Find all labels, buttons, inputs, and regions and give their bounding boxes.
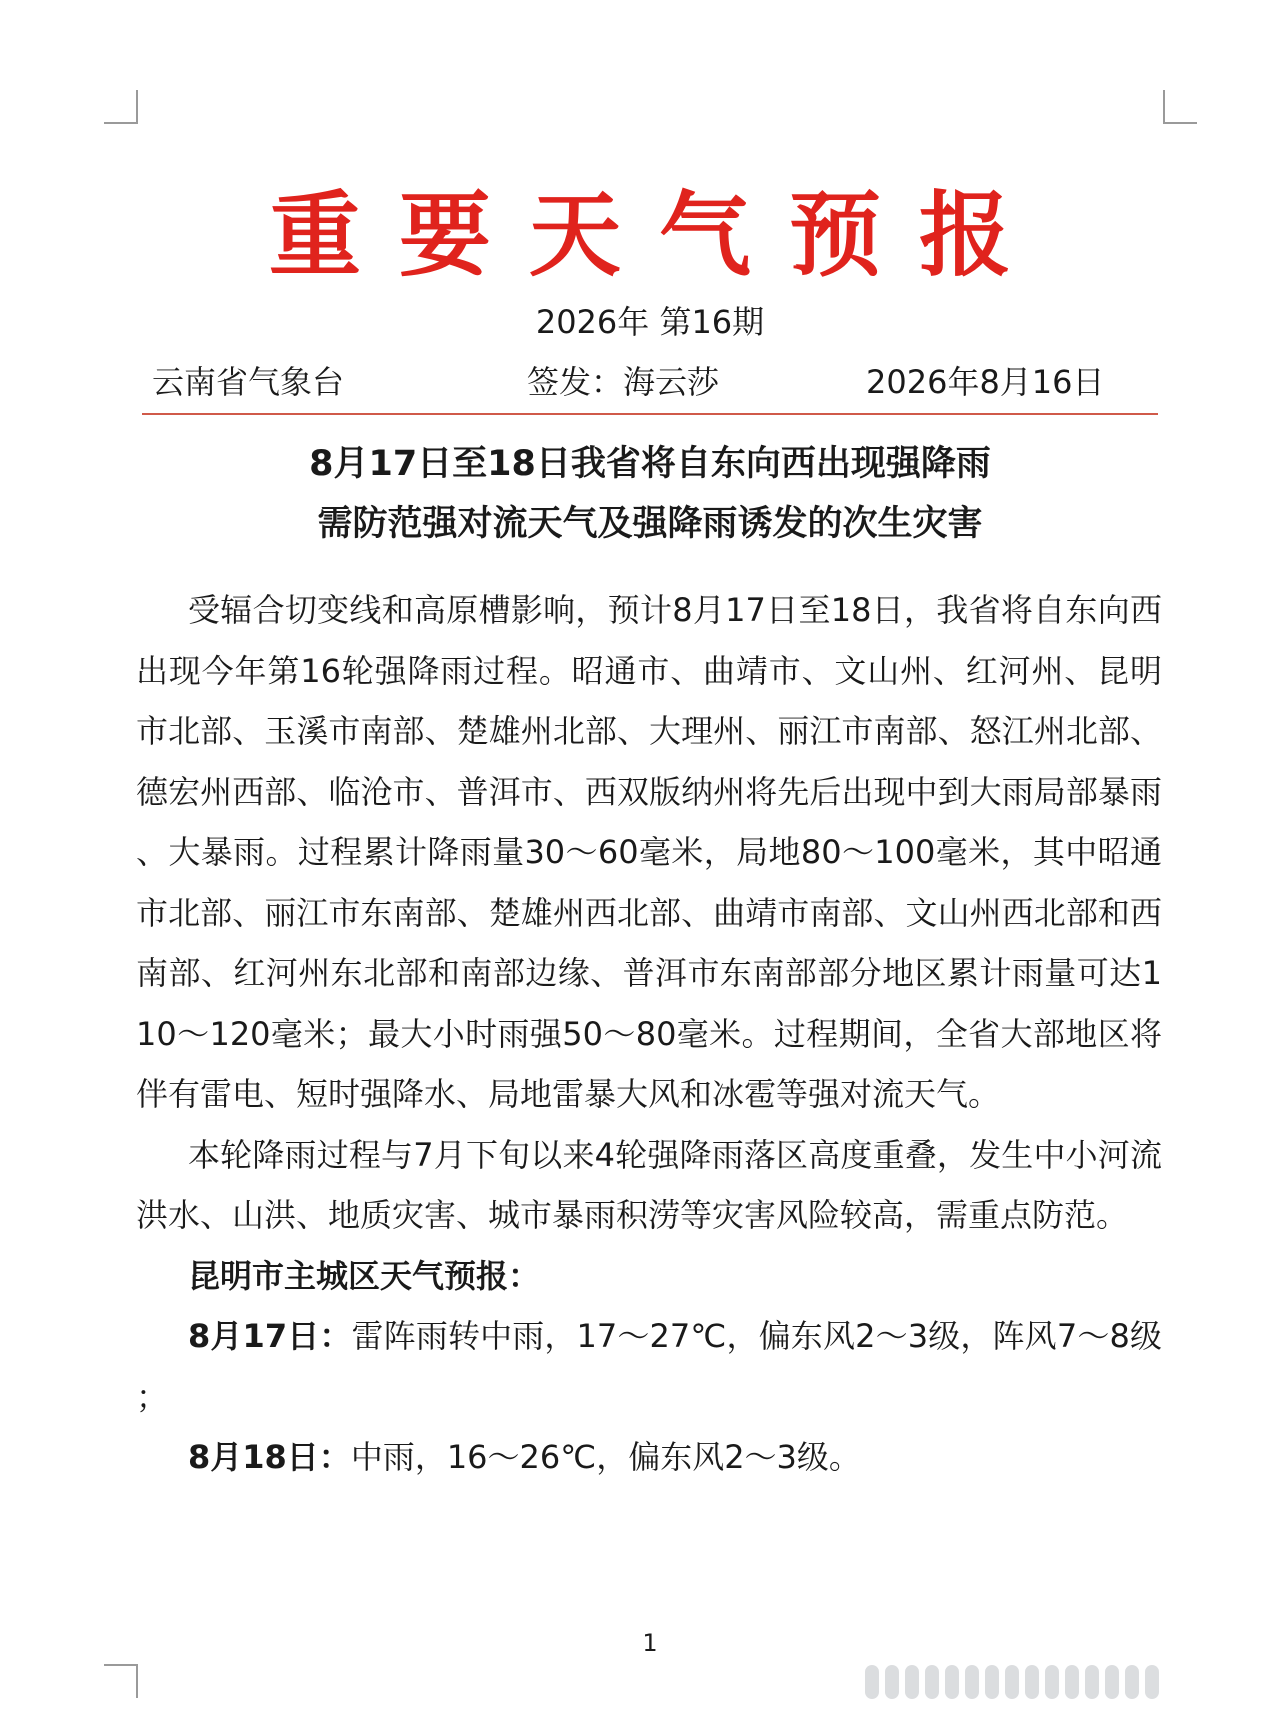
crop-mark-bottom-left bbox=[104, 1664, 138, 1698]
header-divider bbox=[142, 413, 1158, 415]
watermark bbox=[865, 1662, 1265, 1702]
forecast-date: 8月17日： bbox=[188, 1317, 352, 1355]
forecast-day bbox=[136, 1306, 1162, 1427]
crop-mark-top-right bbox=[1163, 90, 1197, 124]
issue-number: 2026年 第16期 bbox=[535, 303, 765, 341]
forecast-text: 雷阵雨转中雨，17～27℃，偏东风2～3级，阵风7～8级； bbox=[136, 1317, 1162, 1416]
page-number: 1 bbox=[642, 1629, 658, 1657]
crop-mark-top-left bbox=[104, 90, 138, 124]
signer-name: 海云莎 bbox=[623, 363, 720, 401]
headline-line-2: 需防范强对流天气及强降雨诱发的次生灾害 bbox=[317, 504, 983, 544]
issuing-org: 云南省气象台 bbox=[152, 363, 345, 401]
headline-line-1: 8月17日至18日我省将自东向西出现强降雨 bbox=[309, 444, 991, 484]
city-forecast-heading: 昆明市主城区天气预报： bbox=[188, 1256, 541, 1295]
body-paragraph: 受辐合切变线和高原槽影响，预计8月17日至18日，我省将自东向西出现今年第16轮强降雨过程。昭通市、曲靖市、文山州、红河州、昆明市北部、玉溪市南部、楚雄州北部、大理州、丽江市南部、怒江州北部、德宏州西部、临沧市、普洱市、西双版纳州将先后出现中到大雨局部暴雨、大暴雨。过程累计降雨量30～60毫米，局地80～100毫米，其中昭通市北部、丽江市东南部、楚雄州西北部、曲靖市南部、文山州西北部和西南部、红河州东北部和南部边缘、普洱市东南部部分地区累计雨量可达110～120毫米；最大小时雨强50～80毫米。过程期间，全省大部地区将伴有雷电、短时强降水、局地雷暴大风和冰雹等强对流天气。 bbox=[136, 591, 1162, 1113]
signer-block bbox=[527, 360, 719, 404]
forecast-text: 中雨，16～26℃，偏东风2～3级。 bbox=[350, 1438, 861, 1476]
masthead-title: 重要天气预报 bbox=[268, 182, 1049, 289]
issue-date: 2026年8月16日 bbox=[866, 363, 1105, 401]
forecast-date: 8月18日： bbox=[188, 1438, 351, 1476]
signer-label: 签发： bbox=[527, 363, 624, 401]
forecast-day bbox=[136, 1427, 1162, 1488]
document-body bbox=[136, 580, 1162, 1488]
body-paragraph: 本轮降雨过程与7月下旬以来4轮强降雨落区高度重叠，发生中小河流洪水、山洪、地质灾害、城市暴雨积涝等灾害风险较高，需重点防范。 bbox=[136, 1135, 1162, 1234]
